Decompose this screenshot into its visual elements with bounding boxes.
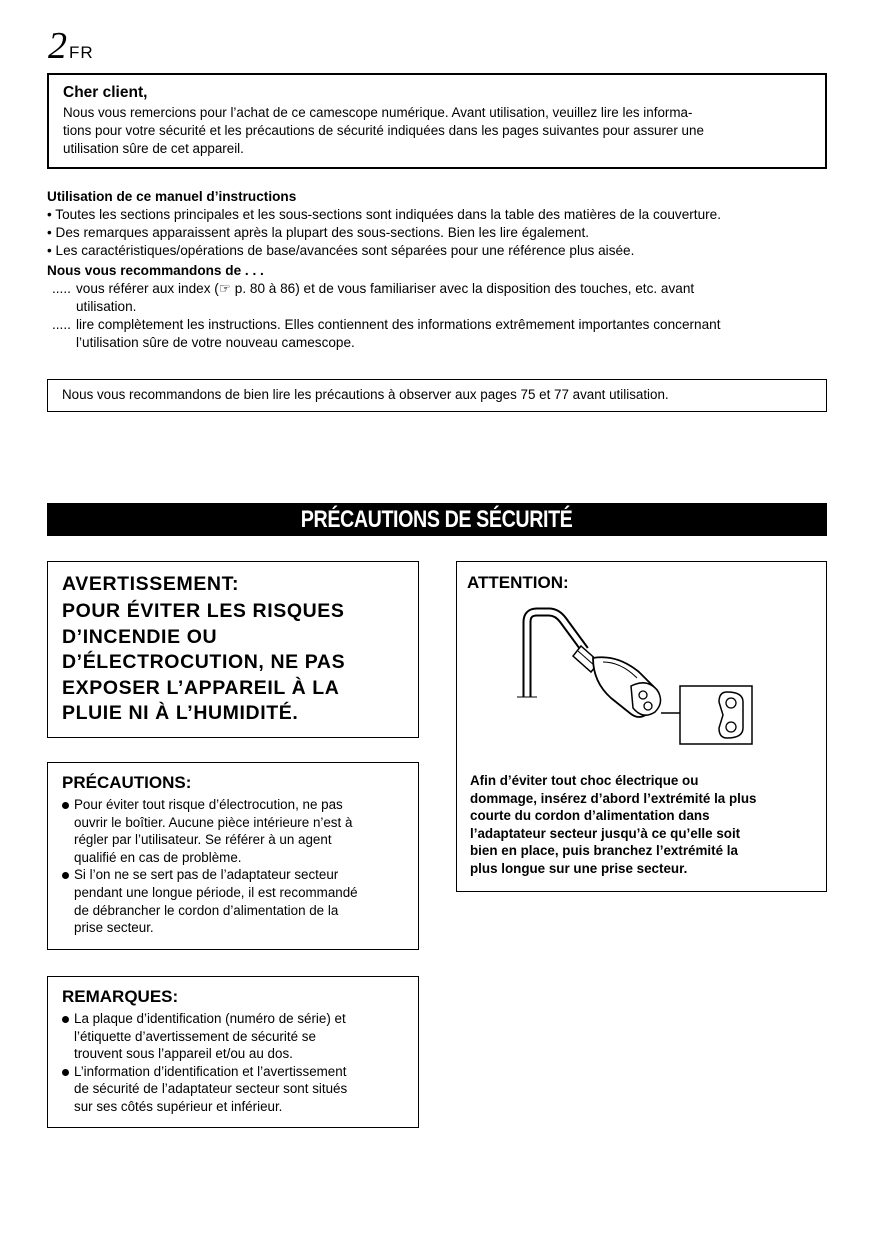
recommend-heading: Nous vous recommandons de . . . bbox=[47, 263, 264, 278]
manual-item: • Les caractéristiques/opérations de base/avancées sont séparées pour une référence plus aisée. bbox=[47, 243, 635, 258]
leader-dots: ..... bbox=[52, 317, 71, 332]
manual-heading: Utilisation de ce manuel d’instructions bbox=[47, 189, 297, 204]
intro-box bbox=[47, 73, 827, 169]
list-line: régler par l’utilisateur. Se référer à un agent bbox=[74, 832, 332, 848]
manual-item: • Des remarques apparaissent après la plupart des sous-sections. Bien les lire également. bbox=[47, 225, 589, 240]
list-line: prise secteur. bbox=[74, 920, 154, 936]
recommend-text bbox=[76, 280, 837, 316]
list-item bbox=[62, 1063, 404, 1116]
caption-line: plus longue sur une prise secteur. bbox=[470, 860, 688, 876]
list-item bbox=[62, 1010, 404, 1063]
list-line: L’information d’identification et l’avertissement bbox=[74, 1063, 347, 1079]
caption-line: bien en place, puis branchez l’extrémité la bbox=[470, 843, 738, 859]
remarks-list bbox=[62, 1010, 404, 1116]
list-line: Si l’on ne se sert pas de l’adaptateur secteur bbox=[74, 867, 339, 883]
caption-line: l’adaptateur secteur jusqu’à ce qu’elle soit bbox=[470, 825, 741, 841]
bullet-icon bbox=[62, 1016, 69, 1023]
precaution-note-box: Nous vous recommandons de bien lire les précautions à observer aux pages 75 et 77 avant utilisation. bbox=[47, 379, 827, 412]
list-line: La plaque d’identification (numéro de série) et bbox=[74, 1011, 346, 1026]
list-line: ouvrir le boîtier. Aucune pièce intérieure n’est à bbox=[74, 814, 353, 830]
bullet-icon bbox=[62, 802, 69, 809]
recommend-line: vous référer aux index (☞ p. 80 à 86) et de vous familiariser avec la disposition des touches, etc. avant bbox=[76, 281, 695, 296]
intro-line: tions pour votre sécurité et les précautions de sécurité indiquées dans les pages suivantes pour assurer une bbox=[63, 123, 704, 138]
remarks-title: REMARQUES: bbox=[62, 987, 179, 1006]
caption-line: courte du cordon d’alimentation dans bbox=[470, 808, 710, 824]
list-line: de sécurité de l’adaptateur secteur sont situés bbox=[74, 1081, 348, 1097]
list-line: trouvent sous l’appareil et/ou au dos. bbox=[74, 1046, 293, 1062]
intro-title: Cher client, bbox=[63, 84, 148, 101]
manual-item: • Toutes les sections principales et les sous-sections sont indiquées dans la table des matières de la couverture. bbox=[47, 207, 721, 222]
list-line: de débrancher le cordon d’alimentation de la bbox=[74, 902, 339, 918]
warning-line: POUR ÉVITER LES RISQUES bbox=[62, 600, 345, 622]
attention-box bbox=[456, 561, 827, 892]
warning-line: D’INCENDIE OU bbox=[62, 625, 218, 648]
list-line: pendant une longue période, il est recommandé bbox=[74, 884, 358, 900]
safety-banner bbox=[47, 503, 827, 536]
list-line: sur ses côtés supérieur et inférieur. bbox=[74, 1098, 283, 1114]
recommend-item bbox=[47, 316, 837, 352]
leader-dots: ..... bbox=[52, 281, 71, 296]
recommend-text bbox=[76, 316, 837, 352]
list-line: l’étiquette d’avertissement de sécurité se bbox=[74, 1028, 316, 1044]
manual-usage-section bbox=[47, 188, 837, 352]
warning-line: D’ÉLECTROCUTION, NE PAS bbox=[62, 651, 346, 673]
page-number-value: 2 bbox=[48, 25, 67, 67]
list-item bbox=[62, 866, 404, 936]
precautions-box bbox=[47, 762, 419, 950]
warning-text bbox=[62, 599, 404, 727]
list-item bbox=[62, 796, 404, 866]
list-line: qualifié en cas de problème. bbox=[74, 849, 242, 865]
precautions-list bbox=[62, 796, 404, 937]
warning-line: EXPOSER L’APPAREIL À LA bbox=[62, 676, 340, 699]
warning-line: PLUIE NI À L’HUMIDITÉ. bbox=[62, 702, 299, 724]
recommend-line: lire complètement les instructions. Elles contiennent des informations extrêmement importantes concernant bbox=[76, 317, 721, 332]
page-number bbox=[48, 26, 94, 66]
recommend-item bbox=[47, 280, 837, 316]
recommend-line: utilisation. bbox=[76, 299, 137, 314]
caption-line: dommage, insérez d’abord l’extrémité la plus bbox=[470, 790, 757, 806]
intro-line: Nous vous remercions pour l’achat de ce camescope numérique. Avant utilisation, veuillez lire les informa- bbox=[63, 105, 693, 120]
attention-title: ATTENTION: bbox=[467, 573, 569, 592]
intro-text bbox=[63, 104, 811, 158]
bullet-icon bbox=[62, 1069, 69, 1076]
attention-caption bbox=[470, 772, 815, 878]
language-code: FR bbox=[69, 43, 94, 62]
caption-line: Afin d’éviter tout choc électrique ou bbox=[470, 773, 699, 788]
warning-title: AVERTISSEMENT: bbox=[62, 573, 240, 595]
remarks-box bbox=[47, 976, 419, 1128]
warning-box bbox=[47, 561, 419, 738]
intro-line: utilisation sûre de cet appareil. bbox=[63, 141, 244, 156]
power-cord-plug-icon bbox=[507, 602, 767, 752]
banner-title: PRÉCAUTIONS DE SÉCURITÉ bbox=[301, 506, 573, 533]
bullet-icon bbox=[62, 872, 69, 879]
recommend-line: l’utilisation sûre de votre nouveau camescope. bbox=[76, 335, 355, 350]
precautions-title: PRÉCAUTIONS: bbox=[62, 773, 192, 792]
list-line: Pour éviter tout risque d’électrocution, ne pas bbox=[74, 797, 343, 812]
